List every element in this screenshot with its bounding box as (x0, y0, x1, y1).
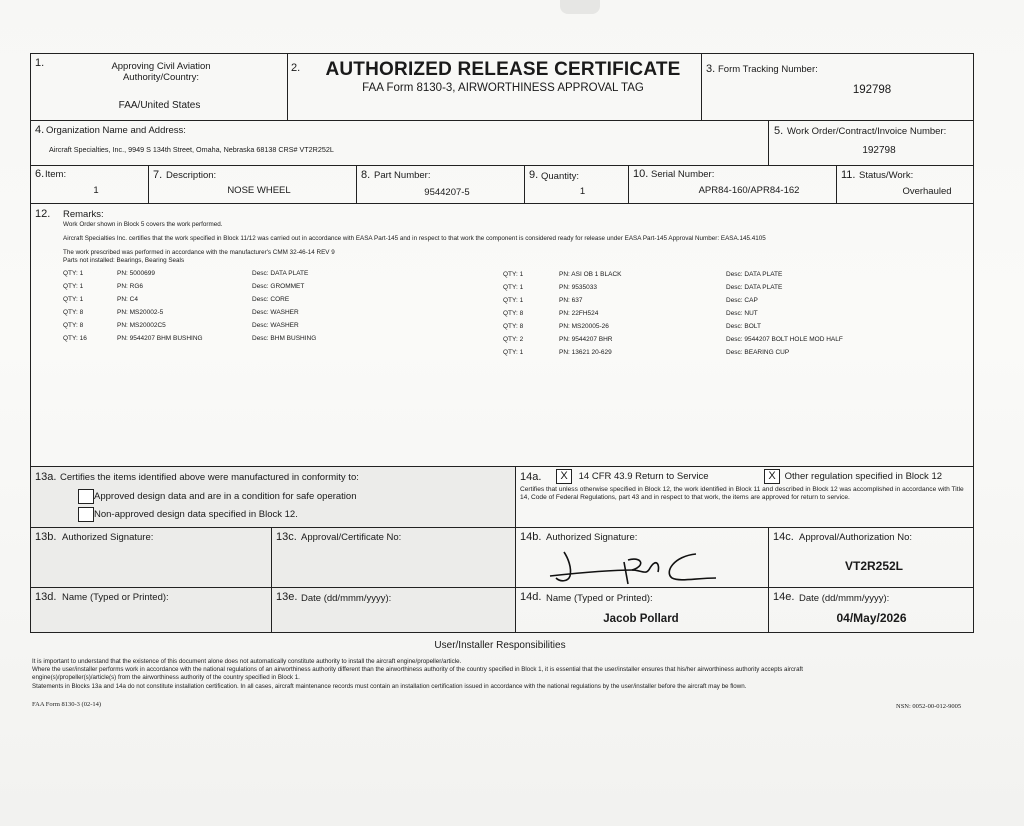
part-desc: Desc: BOLT (726, 323, 761, 330)
part-desc: Desc: DATA PLATE (252, 270, 309, 277)
block-13a-number: 13a. (35, 471, 57, 483)
part-desc: Desc: CORE (252, 296, 290, 303)
form-frame (30, 53, 974, 633)
serial-number-value: APR84-160/APR84-162 (698, 185, 800, 196)
block-5-number: 5. (774, 125, 784, 137)
block-14e-label: Date (dd/mmm/yyyy): (799, 593, 890, 604)
block-8-number: 8. (361, 169, 371, 181)
part-qty: QTY: 1 (503, 349, 524, 356)
block-2 (288, 54, 702, 121)
part-pn: PN: 22FH524 (559, 310, 599, 317)
part-desc: Desc: GROMMET (252, 283, 305, 290)
part-number-value: 9544207-5 (424, 187, 470, 198)
block-14a-number: 14a. (520, 471, 542, 483)
part-pn: PN: 9544207 BHM BUSHING (117, 335, 203, 342)
nsn-number: NSN: 0052-00-012-9005 (896, 703, 962, 710)
part-pn: PN: C4 (117, 296, 138, 303)
part-pn: PN: MS20002C5 (117, 322, 166, 329)
block-7-number: 7. (153, 169, 163, 181)
block-13d-label: Name (Typed or Printed): (62, 592, 169, 603)
remark-line: Parts not installed: Bearings, Bearing Seals (63, 257, 185, 264)
block-13b-number: 13b. (35, 531, 57, 543)
block-4-label: Organization Name and Address: (46, 125, 186, 136)
remark-line: The work prescribed was performed in accordance with the manufacturer's CMM 32-46-14 REV 9 (63, 249, 335, 256)
block-12-label: Remarks: (63, 209, 104, 220)
non-approved-design-option (78, 507, 298, 522)
block-9 (525, 166, 629, 204)
paper-fold (560, 0, 600, 14)
approved-design-option (78, 489, 357, 504)
block-7-label: Description: (166, 170, 217, 181)
block-7 (149, 166, 357, 204)
block-14a-statement: Certifies that unless otherwise specified in Block 12, the work identified in Block 11 and described in Block 12 was accomplished in accordance with Title 14, Code of Federal Regulations, part 43 and in respect to that work, the items are approved for return to service. (520, 486, 964, 501)
other-regulation-label: Other regulation specified in Block 12 (784, 471, 943, 483)
table-row (63, 280, 316, 293)
work-order-number: 192798 (862, 145, 896, 156)
non-approved-design-checkbox[interactable] (78, 507, 94, 522)
part-qty: QTY: 1 (503, 297, 524, 304)
block-14c-number: 14c. (773, 531, 794, 543)
block-9-number: 9. (529, 169, 539, 181)
item-value: 1 (93, 185, 99, 196)
block-1-value: FAA/United States (118, 100, 201, 111)
block-14b-number: 14b. (520, 531, 542, 543)
block-13a-label: Certifies the items identified above were manufactured in conformity to: (60, 472, 359, 483)
block-12-number: 12. (35, 208, 51, 220)
quantity-value: 1 (579, 186, 586, 197)
table-row (63, 306, 316, 319)
return-to-service-checkbox[interactable]: X (556, 469, 572, 484)
block-4 (31, 121, 769, 166)
part-qty: QTY: 8 (503, 323, 524, 330)
block-10-label: Serial Number: (651, 169, 715, 180)
block-14c-label: Approval/Authorization No: (799, 532, 913, 543)
part-pn: PN: 637 (559, 297, 583, 304)
block-14a (516, 467, 973, 528)
block-13e (272, 588, 516, 632)
part-qty: QTY: 1 (63, 283, 84, 290)
block-10 (629, 166, 837, 204)
return-to-service-label: 14 CFR 43.9 Return to Service (578, 471, 709, 483)
block-14b (516, 528, 769, 588)
part-desc: Desc: WASHER (252, 309, 299, 316)
approval-authorization-number: VT2R252L (844, 559, 904, 573)
block-13c-label: Approval/Certificate No: (301, 532, 402, 543)
part-desc: Desc: DATA PLATE (726, 271, 783, 278)
footer-line: engine(s)/propeller(s)/article(s) from the airworthiness authority of the country specified in Block 1. (32, 674, 300, 681)
part-qty: QTY: 1 (503, 284, 524, 291)
block-12-remarks (31, 204, 973, 467)
part-pn: PN: 13621 20-629 (559, 349, 612, 356)
block-3 (702, 54, 973, 121)
part-pn: PN: 9544207 BHR (559, 336, 613, 343)
certificate-title: AUTHORIZED RELEASE CERTIFICATE (325, 59, 681, 80)
block-14e-number: 14e. (773, 591, 795, 603)
part-qty: QTY: 8 (63, 322, 84, 329)
block-11 (837, 166, 973, 204)
other-regulation-option (764, 469, 942, 484)
release-date: 04/May/2026 (836, 611, 907, 625)
signer-name: Jacob Pollard (603, 613, 679, 625)
table-row (503, 346, 843, 359)
part-pn: PN: 5000699 (117, 270, 155, 277)
block-13d (31, 588, 272, 632)
block-3-label: Form Tracking Number: (718, 64, 818, 75)
certificate-subtitle: FAA Form 8130-3, AIRWORTHINESS APPROVAL TAG (362, 82, 644, 94)
footer-line: It is important to understand that the existence of this document alone does not automatically constitute authority to install the aircraft engine/propeller/article. (32, 658, 462, 665)
part-pn: PN: MS20005-26 (559, 323, 609, 330)
block-14d (516, 588, 769, 632)
block-14e (769, 588, 973, 632)
block-13c-number: 13c. (276, 531, 297, 543)
user-installer-heading: User/Installer Responsibilities (434, 640, 566, 651)
block-14b-label: Authorized Signature: (546, 532, 638, 543)
block-11-number: 11. (841, 169, 856, 181)
return-to-service-option (556, 469, 709, 484)
block-14c (769, 528, 973, 588)
part-qty: QTY: 2 (503, 336, 524, 343)
part-desc: Desc: DATA PLATE (726, 284, 783, 291)
parts-table-right (503, 268, 843, 359)
block-1-label: Approving Civil Aviation Authority/Country: (111, 61, 211, 83)
table-row (63, 319, 316, 332)
part-desc: Desc: BEARING CUP (726, 349, 790, 356)
block-13a (31, 467, 516, 528)
block-9-label: Quantity: (541, 171, 580, 182)
part-desc: Desc: CAP (726, 297, 758, 304)
form-identifier: FAA Form 8130-3 (02-14) (32, 701, 102, 708)
table-row (503, 320, 843, 333)
block-6 (31, 166, 149, 204)
block-11-label: Status/Work: (859, 170, 914, 181)
part-qty: QTY: 8 (503, 310, 524, 317)
block-1-number: 1. (35, 57, 45, 69)
block-13e-label: Date (dd/mmm/yyyy): (301, 593, 392, 604)
part-qty: QTY: 8 (63, 309, 84, 316)
remark-line: Work Order shown in Block 5 covers the work performed. (63, 221, 223, 228)
block-8 (357, 166, 525, 204)
block-2-number: 2. (291, 62, 301, 74)
block-5 (769, 121, 973, 166)
form-tracking-number: 192798 (852, 84, 892, 96)
description-value: NOSE WHEEL (227, 185, 291, 196)
part-desc: Desc: NUT (726, 310, 758, 317)
block-14d-label: Name (Typed or Printed): (546, 593, 653, 604)
block-14d-number: 14d. (520, 591, 542, 603)
authorized-signature-image (546, 548, 726, 586)
table-row (63, 332, 316, 345)
other-regulation-checkbox[interactable]: X (764, 469, 780, 484)
approved-design-label: Approved design data and are in a condition for safe operation (94, 491, 357, 503)
part-pn: PN: ASI OB 1 BLACK (559, 271, 622, 278)
non-approved-design-label: Non-approved design data specified in Block 12. (94, 509, 298, 521)
table-row (503, 281, 843, 294)
table-row (503, 307, 843, 320)
block-1 (31, 54, 288, 121)
block-13b-label: Authorized Signature: (62, 532, 154, 543)
block-6-number: 6. (35, 168, 45, 180)
block-10-number: 10. (633, 168, 649, 180)
part-pn: PN: 9535033 (559, 284, 597, 291)
block-5-label: Work Order/Contract/Invoice Number: (787, 126, 947, 137)
block-6-label: Item: (45, 169, 67, 180)
part-pn: PN: MS20002-5 (117, 309, 164, 316)
footer-line: Statements in Blocks 13a and 14a do not constitute installation certification. In all cases, aircraft maintenance records must contain an installation certification issued in accordance with the national regulations by the user/installer before the aircraft may be flown. (32, 683, 747, 690)
part-desc: Desc: 9544207 BOLT HOLE MOD HALF (726, 336, 843, 343)
organization-address: Aircraft Specialties, Inc., 9949 S 134th Street, Omaha, Nebraska 68138 CRS# VT2R252L (49, 145, 334, 154)
block-3-number: 3. (706, 63, 716, 75)
part-qty: QTY: 1 (503, 271, 524, 278)
part-qty: QTY: 16 (63, 335, 87, 342)
block-8-label: Part Number: (374, 170, 431, 181)
block-13d-number: 13d. (35, 591, 57, 603)
table-row (503, 294, 843, 307)
part-desc: Desc: WASHER (252, 322, 299, 329)
block-13e-number: 13e. (276, 591, 298, 603)
parts-table-left (63, 267, 316, 345)
approved-design-checkbox[interactable] (78, 489, 94, 504)
table-row (503, 333, 843, 346)
part-qty: QTY: 1 (63, 270, 84, 277)
remark-line: Aircraft Specialties Inc. certifies that the work specified in Block 11/12 was carried out in accordance with EASA Part-145 and in respect to that work the component is considered ready for release under EASA Part-145 Approval Number: EASA.145.4105 (63, 235, 766, 242)
block-13b (31, 528, 272, 588)
table-row (63, 267, 316, 280)
part-desc: Desc: BHM BUSHING (252, 335, 317, 342)
part-qty: QTY: 1 (63, 296, 84, 303)
table-row (503, 268, 843, 281)
footer-line: Where the user/installer performs work in accordance with the national regulations of an airworthiness authority different than the airworthiness authority of the country specified in Block 1, it is essential that the user/installer ensures that his/her airworthiness authority accepts aircraft (32, 666, 803, 673)
part-pn: PN: RG6 (117, 283, 144, 290)
block-13c (272, 528, 516, 588)
status-work-value: Overhauled (902, 186, 952, 197)
block-4-number: 4. (35, 124, 45, 136)
table-row (63, 293, 316, 306)
